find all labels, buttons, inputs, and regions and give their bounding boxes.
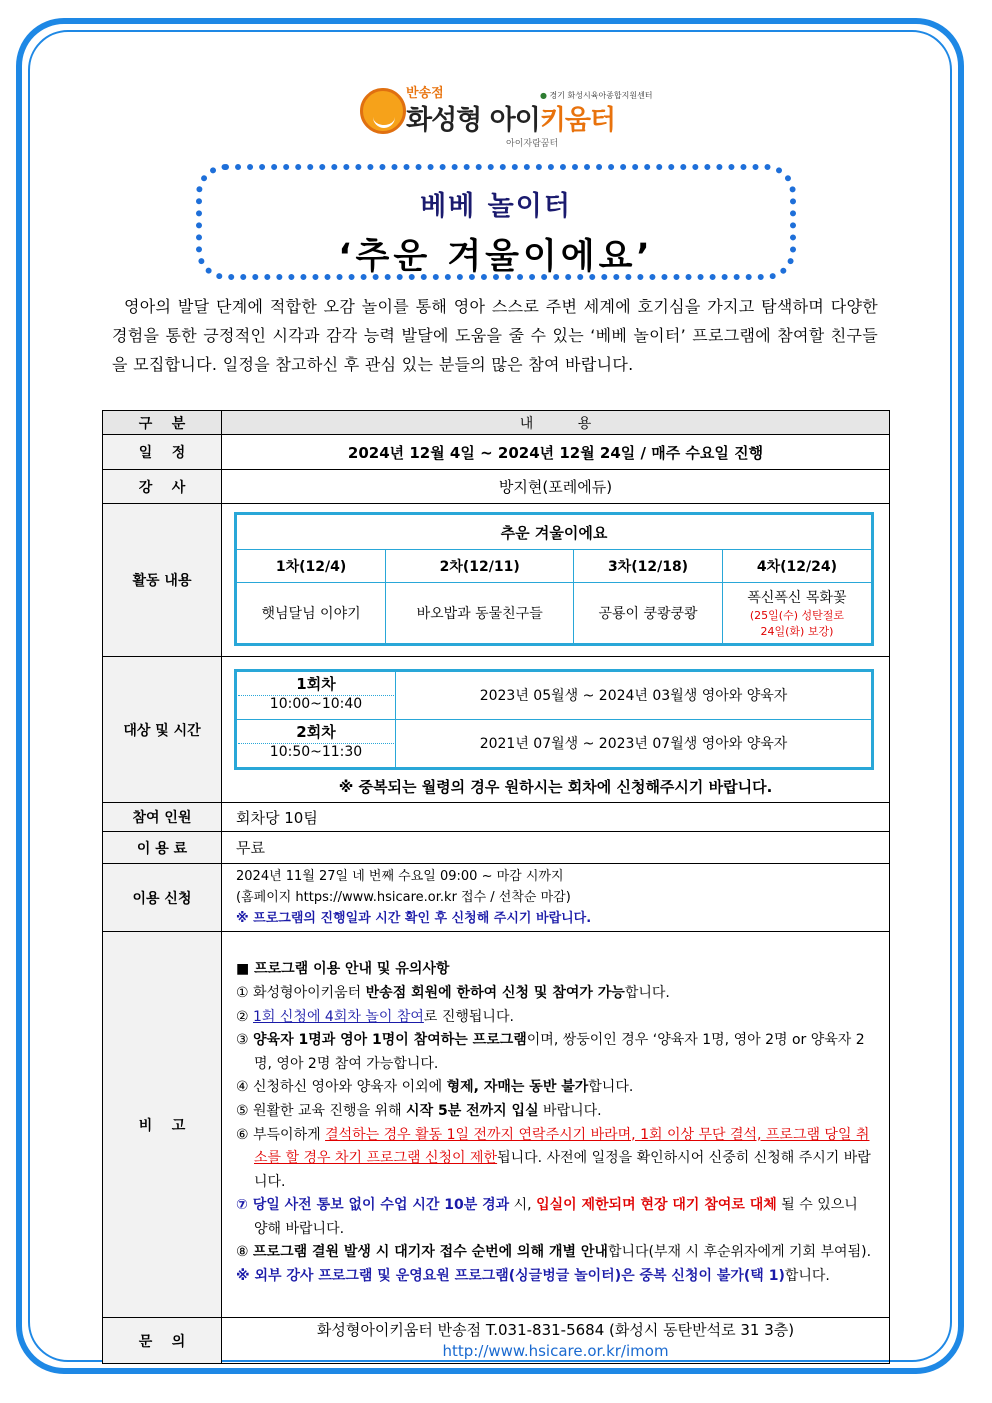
target-label: 대상 및 시간 — [103, 657, 222, 803]
apply-line1: 2024년 11월 27일 네 번째 수요일 09:00 ~ 마감 시까지 — [236, 869, 564, 884]
apply-row — [103, 864, 890, 932]
remarks-row — [103, 932, 890, 1318]
session-3-name: 3차(12/18) — [574, 550, 723, 583]
fee-value: 무료 — [222, 832, 890, 864]
activity-label: 활동 내용 — [103, 504, 222, 657]
info-table — [102, 410, 890, 1364]
contact-url[interactable]: http://www.hsicare.or.kr/imom — [442, 1341, 669, 1360]
remark-2: ② 1회 신청에 4회차 놀이 참여로 진행됩니다. — [236, 1008, 514, 1025]
program-title: 베베 놀이터 — [420, 191, 572, 222]
schedule-label: 일 정 — [103, 435, 222, 470]
remark-9: ※ 외부 강사 프로그램 및 운영요원 프로그램(싱글벙글 놀이터)은 중복 신청이 불가(택 1)합니다. — [236, 1268, 830, 1285]
session-1-name: 1차(12/4) — [236, 550, 386, 583]
instructor-label: 강 사 — [103, 470, 222, 504]
target-desc-1: 2023년 05월생 ~ 2024년 03월생 영아와 양육자 — [396, 670, 873, 719]
target-row — [103, 657, 890, 803]
target-table — [234, 669, 874, 770]
remark-5: ⑤ 원활한 교육 진행을 위해 시작 5분 전까지 입실 바랍니다. — [236, 1102, 602, 1119]
activity-title: 추운 겨울이에요 — [236, 514, 873, 550]
fee-label: 이 용 료 — [103, 832, 222, 864]
apply-line2: (홈페이지 https://www.hsicare.or.kr 접수 / 선착순 마감) — [236, 890, 571, 905]
session-4-name: 4차(12/24) — [722, 550, 872, 583]
session-1-content: 햇님달님 이야기 — [236, 583, 386, 645]
contact-cell — [222, 1318, 890, 1364]
remark-8: ⑧ 프로그램 결원 발생 시 대기자 접수 순번에 의해 개별 안내합니다(부재 시 후순위자에게 기회 부여됨). — [236, 1244, 872, 1261]
session-4-note-b: 24일(화) 보강) — [760, 625, 834, 638]
instructor-value: 방지현(포레에듀) — [222, 470, 890, 504]
remarks-cell — [222, 932, 890, 1318]
target-cell — [222, 657, 890, 803]
participants-row — [103, 803, 890, 832]
remark-7: ⑦ 당일 사전 통보 없이 수업 시간 10분 경과 시, 입실이 제한되며 현장 대기 참여로 대체 될 수 있으니 양해 바랍니다. — [236, 1197, 858, 1237]
apply-label: 이용 신청 — [103, 864, 222, 932]
target-session-1: 1회차 10:00~10:40 — [236, 670, 396, 719]
remark-1: ① 화성형아이키움터 반송점 회원에 한하여 신청 및 참여가 가능합니다. — [236, 984, 670, 1001]
fee-row — [103, 832, 890, 864]
remark-4: ④ 신청하신 영아와 양육자 이외에 형제, 자매는 동반 불가합니다. — [236, 1079, 634, 1096]
target-desc-2: 2021년 07월생 ~ 2023년 07월생 영아와 양육자 — [396, 719, 873, 768]
activity-cell — [222, 504, 890, 657]
contact-line1: 화성형아이키움터 반송점 T.031-831-5684 (화성시 동탄반석로 31 3층) — [316, 1320, 795, 1339]
target-note: ※ 중복되는 월령의 경우 원하시는 회차에 신청해주시기 바랍니다. — [338, 777, 773, 796]
session-4-note-a: (25일(수) 성탄절로 — [749, 609, 844, 622]
logo — [356, 80, 653, 150]
contact-row — [103, 1318, 890, 1364]
logo-center: ● 경기 화성시육아종합지원센터 — [540, 91, 653, 100]
table-header-row — [103, 411, 890, 435]
participants-label: 참여 인원 — [103, 803, 222, 832]
title-box — [196, 164, 796, 280]
session-2-name: 2차(12/11) — [386, 550, 574, 583]
remarks-notes — [222, 956, 889, 1292]
remarks-label: 비 고 — [103, 932, 222, 1318]
remarks-heading: ■ 프로그램 이용 안내 및 유의사항 — [236, 961, 450, 978]
schedule-row — [103, 435, 890, 470]
apply-line3: ※ 프로그램의 진행일과 시간 확인 후 신청해 주시기 바랍니다. — [236, 911, 592, 926]
session-4-content: 폭신폭신 목화꽃 (25일(수) 성탄절로 24일(화) 보강) — [722, 583, 872, 645]
intro-paragraph: 영아의 발달 단계에 적합한 오감 놀이를 통해 영아 스스로 주변 세계에 호기심을 가지고 탐색하며 다양한 경험을 통한 긍정적인 시각과 감각 능력 발달에 도움을 줄 수 있는 ‘베베 놀이터’ 프로그램에 참여할 친구들을 모집합니다. 일정을 참고하신 후 관심 있는 분들의 많은 참여 바랍니다. — [112, 297, 878, 374]
logo-branch: 반송점 — [406, 86, 444, 101]
participants-value: 회차당 10팀 — [222, 803, 890, 832]
remark-3: ③ 양육자 1명과 영아 1명이 참여하는 프로그램이며, 쌍둥이인 경우 ‘양육자 1명, 영아 2명 or 양육자 2명, 영아 2명 참여 가능합니다. — [236, 1032, 865, 1072]
session-2-content: 바오밥과 동물친구들 — [386, 583, 574, 645]
header-col1: 구 분 — [103, 411, 222, 435]
instructor-row — [103, 470, 890, 504]
contact-label: 문 의 — [103, 1318, 222, 1364]
logo-sub: 아이자람꿈터 — [506, 139, 559, 149]
smile-face-icon — [360, 88, 406, 134]
schedule-value: 2024년 12월 4일 ~ 2024년 12월 24일 / 매주 수요일 진행 — [222, 435, 890, 470]
remark-6: ⑥ 부득이하게 결석하는 경우 활동 1일 전까지 연락주시기 바라며, 1회 이상 무단 결석, 프로그램 당일 취소를 할 경우 차기 프로그램 신청이 제한됩니다. 사전에 일정을 확인하시어 신중히 신청해 주시기 바랍니다. — [236, 1126, 871, 1190]
target-session-2: 2회차 10:50~11:30 — [236, 719, 396, 768]
activity-row — [103, 504, 890, 657]
program-subtitle: ‘추운 겨울이에요’ — [338, 237, 654, 277]
apply-cell — [222, 864, 890, 932]
logo-name: 화성형 아이키움터 — [406, 105, 616, 136]
session-3-content: 공룡이 쿵쾅쿵쾅 — [574, 583, 723, 645]
header-col2: 내 용 — [222, 411, 890, 435]
activity-table — [234, 512, 874, 646]
